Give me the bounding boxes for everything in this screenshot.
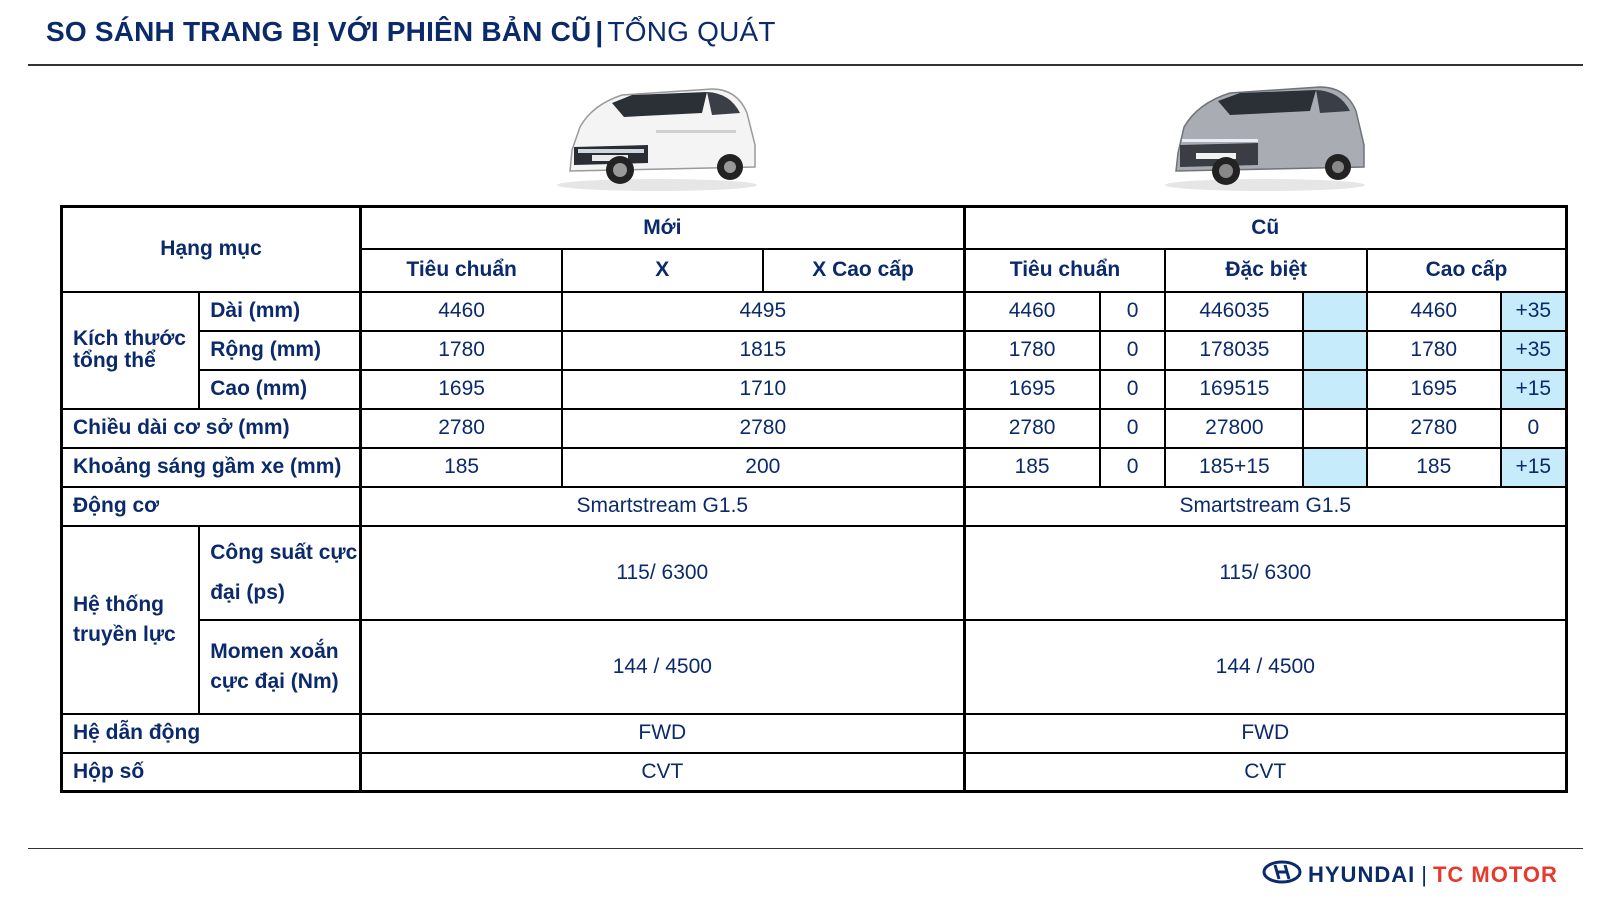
row-label-gearbox: Hộp số: [62, 753, 361, 792]
old-version-standard: Tiêu chuẩn: [964, 249, 1165, 292]
old-group-header: Cũ: [964, 207, 1566, 249]
table-row-width: [62, 331, 1567, 370]
old-car-image: [1160, 75, 1370, 193]
cell-old-special-diff: [1303, 448, 1367, 487]
powertrain-group-label: Hệ thống truyền lực: [62, 526, 200, 714]
cell-new-torque: 144 / 4500: [361, 620, 964, 714]
cell-old-premium: 185: [1367, 448, 1501, 487]
cell-old-special: 446035: [1165, 292, 1303, 331]
row-label-wheelbase: Chiều dài cơ sở (mm): [62, 409, 361, 448]
title-sub: TỔNG QUÁT: [607, 16, 776, 47]
title-main: SO SÁNH TRANG BỊ VỚI PHIÊN BẢN CŨ: [46, 16, 592, 47]
dimensions-group-label: Kích thước tổng thể: [62, 292, 200, 409]
table-row-clearance: [62, 448, 1567, 487]
cell-new-x: 200: [562, 448, 964, 487]
cell-old-std: 185: [964, 448, 1100, 487]
row-label-drive: Hệ dẫn động: [62, 714, 361, 753]
cell-old-premium-diff: +35: [1501, 292, 1567, 331]
new-car-image: [552, 75, 762, 193]
table-row-torque: [62, 620, 1567, 714]
cell-old-std: 2780: [964, 409, 1100, 448]
top-divider: [28, 64, 1583, 66]
cell-old-std: 1695: [964, 370, 1100, 409]
cell-old-premium-diff: +35: [1501, 331, 1567, 370]
row-label-power: Công suất cực đại (ps): [199, 526, 360, 620]
row-label-width: Rộng (mm): [199, 331, 360, 370]
cell-old-std-diff: 0: [1100, 409, 1166, 448]
footer-logo: [1262, 860, 1558, 890]
table-row-gearbox: [62, 753, 1567, 792]
cell-old-gearbox: CVT: [964, 753, 1566, 792]
hyundai-logo-icon: [1262, 860, 1302, 890]
cell-old-power: 115/ 6300: [964, 526, 1566, 620]
cell-new-power: 115/ 6300: [361, 526, 964, 620]
brand-separator: |: [1421, 862, 1427, 887]
cell-old-premium-diff: +15: [1501, 370, 1567, 409]
cell-old-premium-diff: +15: [1501, 448, 1567, 487]
cell-new-engine: Smartstream G1.5: [361, 487, 964, 526]
cell-old-special: 169515: [1165, 370, 1303, 409]
cell-new-std: 2780: [361, 409, 562, 448]
cell-old-std-diff: 0: [1100, 292, 1166, 331]
cell-new-std: 1695: [361, 370, 562, 409]
cell-old-premium: 1780: [1367, 331, 1501, 370]
cell-old-premium-diff: 0: [1501, 409, 1567, 448]
cell-old-premium: 4460: [1367, 292, 1501, 331]
table-row-wheelbase: [62, 409, 1567, 448]
cell-old-special-diff: [1303, 370, 1367, 409]
table-row-height: [62, 370, 1567, 409]
cell-new-std: 1780: [361, 331, 562, 370]
new-group-header: Mới: [361, 207, 964, 249]
cell-old-special: 185+15: [1165, 448, 1303, 487]
cell-old-std: 4460: [964, 292, 1100, 331]
cell-new-std: 185: [361, 448, 562, 487]
cell-old-std-diff: 0: [1100, 448, 1166, 487]
table-row-engine: [62, 487, 1567, 526]
cell-old-premium: 2780: [1367, 409, 1501, 448]
cell-old-special-diff: [1303, 292, 1367, 331]
cell-old-drive: FWD: [964, 714, 1566, 753]
cell-old-std-diff: 0: [1100, 370, 1166, 409]
new-version-standard: Tiêu chuẩn: [361, 249, 562, 292]
cell-old-engine: Smartstream G1.5: [964, 487, 1566, 526]
cell-new-x: 1815: [562, 331, 964, 370]
new-version-x: X: [562, 249, 762, 292]
cell-old-std-diff: 0: [1100, 331, 1166, 370]
cell-new-gearbox: CVT: [361, 753, 964, 792]
spec-comparison-table: [60, 205, 1568, 793]
cell-old-special-diff: [1303, 409, 1367, 448]
table-row-length: [62, 292, 1567, 331]
category-header: Hạng mục: [62, 207, 361, 292]
brand-name: HYUNDAI: [1308, 862, 1416, 887]
row-label-clearance: Khoảng sáng gầm xe (mm): [62, 448, 361, 487]
title-separator: |: [595, 16, 604, 47]
cell-old-std: 1780: [964, 331, 1100, 370]
bottom-divider: [28, 848, 1583, 849]
cell-old-special: 178035: [1165, 331, 1303, 370]
dealer-name: TC MOTOR: [1432, 862, 1558, 887]
cell-new-x: 2780: [562, 409, 964, 448]
cell-new-x: 1710: [562, 370, 964, 409]
page-title: [46, 16, 776, 48]
row-label-engine: Động cơ: [62, 487, 361, 526]
table-row-power: [62, 526, 1567, 620]
row-label-torque: Momen xoắn cực đại (Nm): [199, 620, 360, 714]
cell-old-torque: 144 / 4500: [964, 620, 1566, 714]
cell-new-drive: FWD: [361, 714, 964, 753]
new-version-x-premium: X Cao cấp: [763, 249, 964, 292]
row-label-length: Dài (mm): [199, 292, 360, 331]
old-version-premium: Cao cấp: [1367, 249, 1567, 292]
row-label-height: Cao (mm): [199, 370, 360, 409]
cell-old-premium: 1695: [1367, 370, 1501, 409]
group-header-row: [62, 207, 1567, 249]
cell-new-x: 4495: [562, 292, 964, 331]
cell-old-special-diff: [1303, 331, 1367, 370]
old-version-special: Đặc biệt: [1165, 249, 1366, 292]
cell-old-special: 27800: [1165, 409, 1303, 448]
cell-new-std: 4460: [361, 292, 562, 331]
table-row-drive: [62, 714, 1567, 753]
